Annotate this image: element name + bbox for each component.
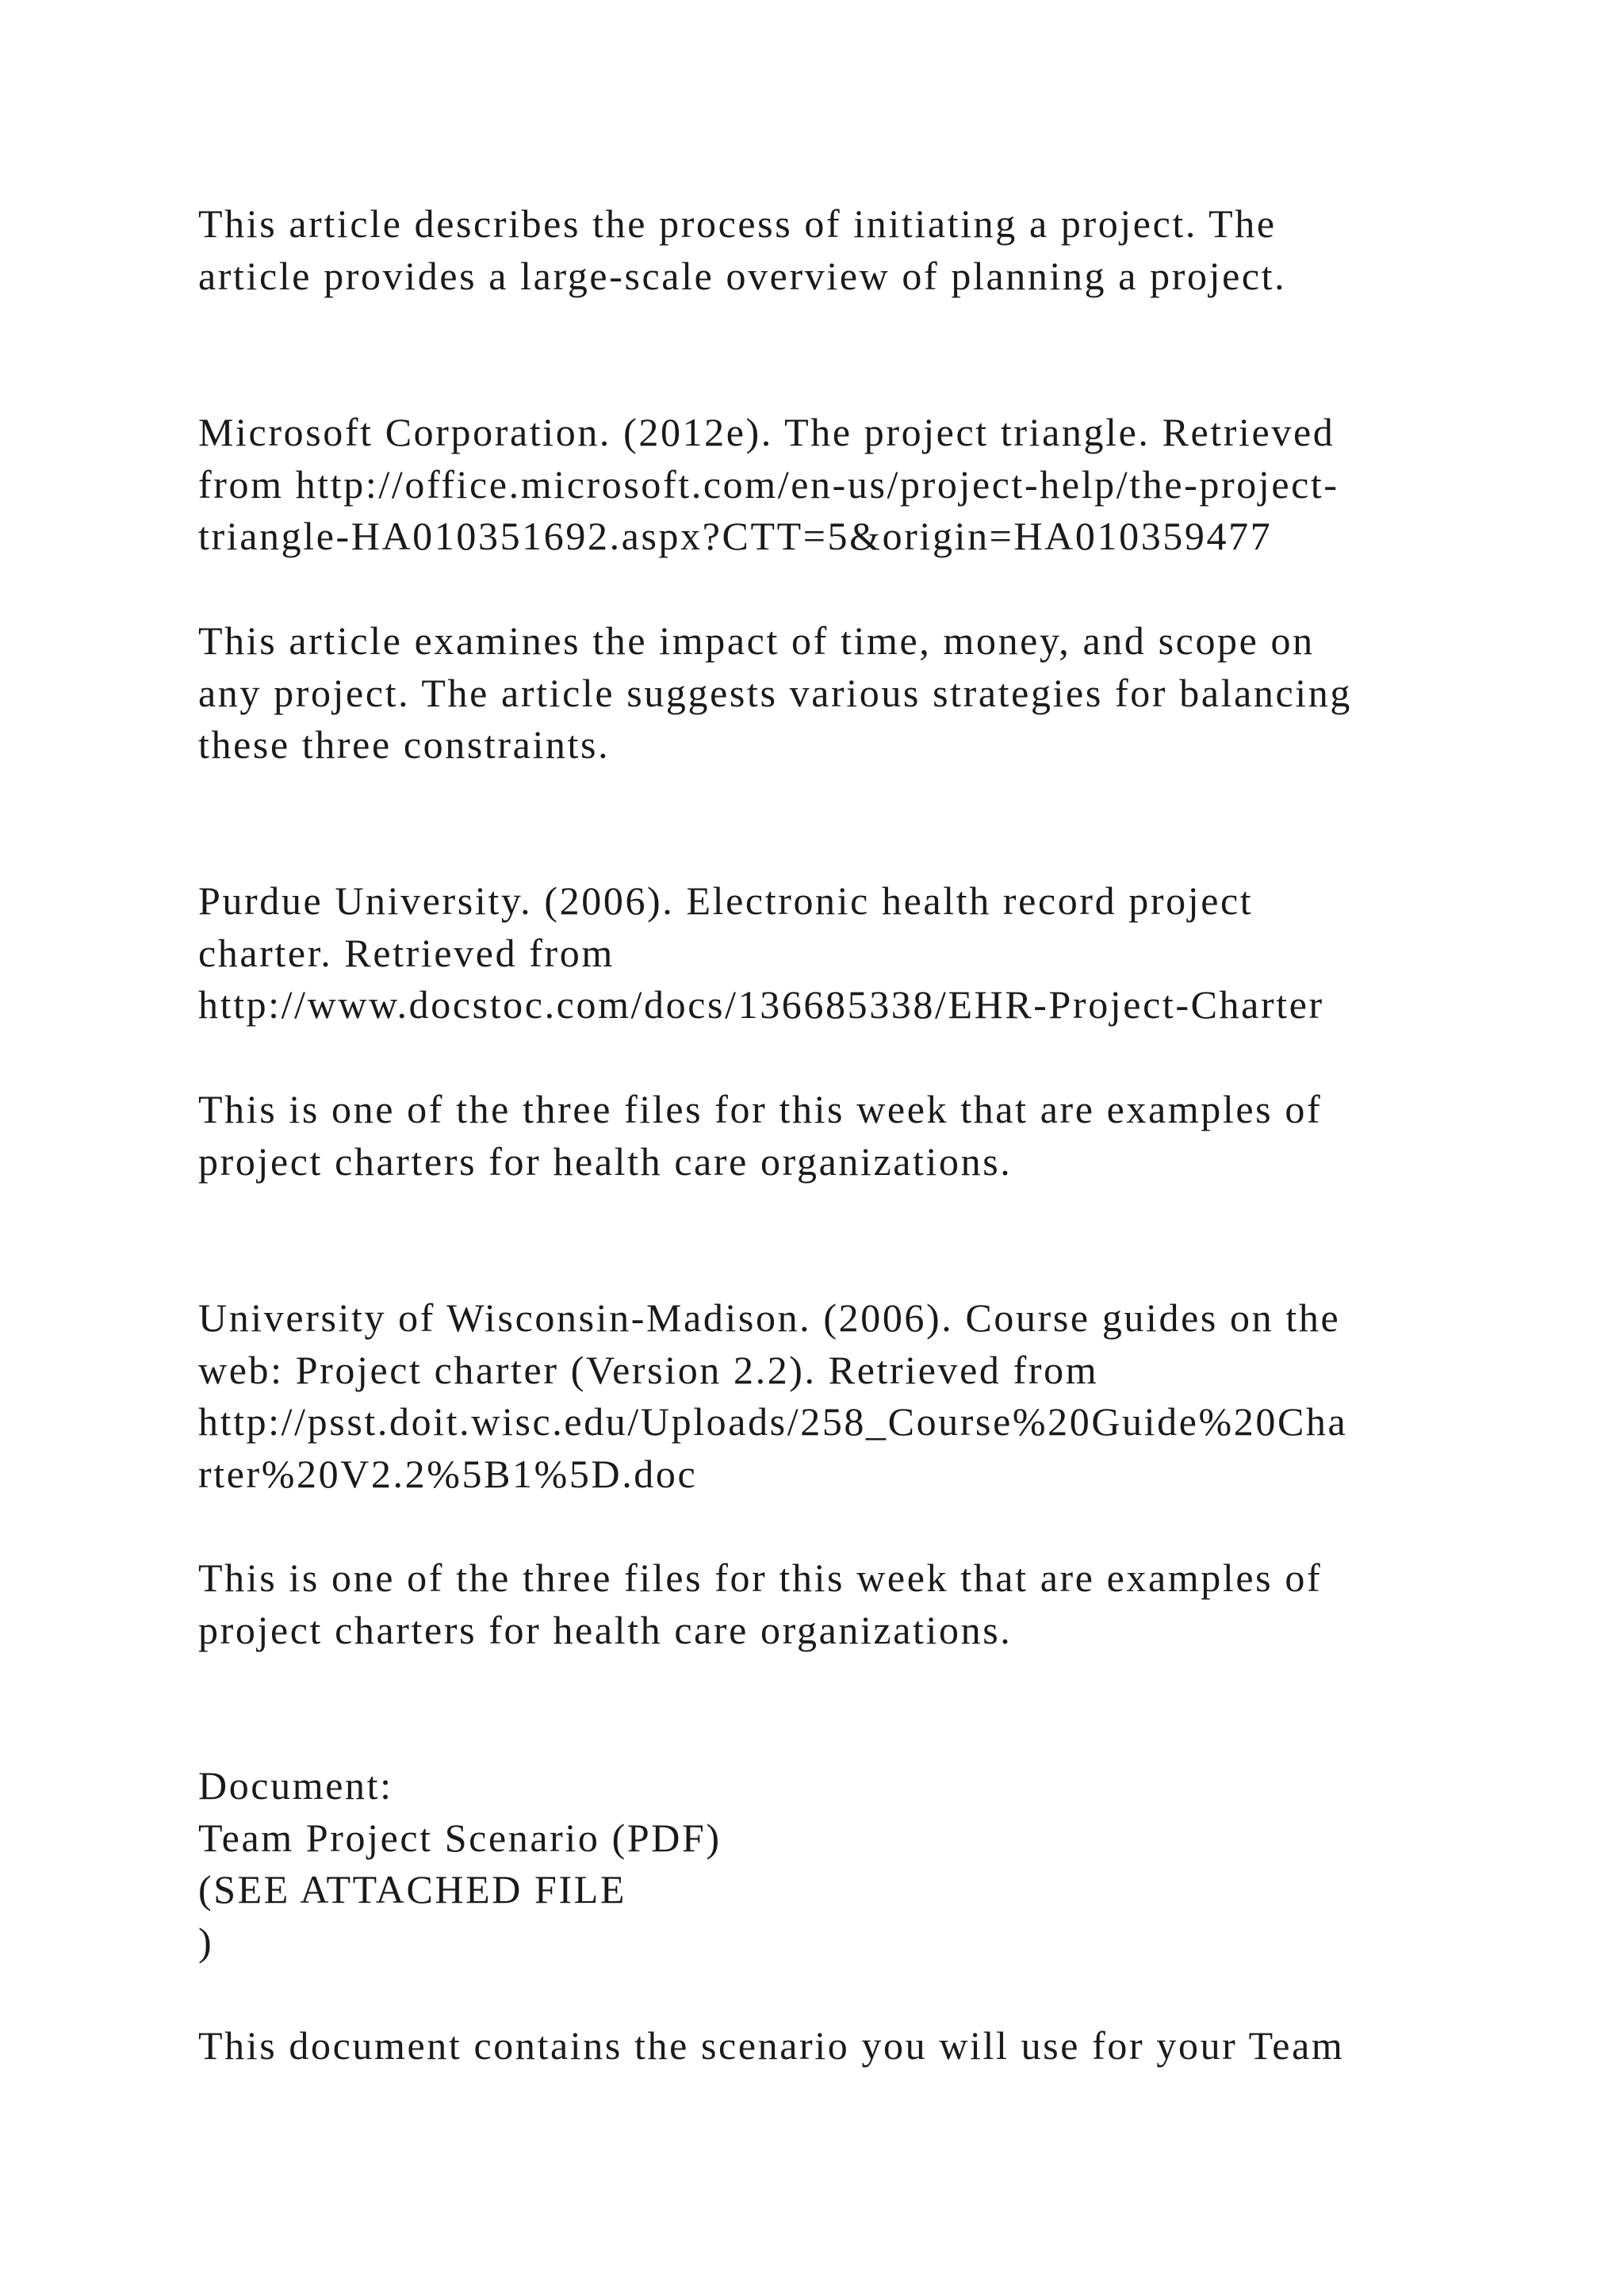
text-line: Microsoft Corporation. (2012e). The project triangle. Retrieved [198, 410, 1335, 454]
text-line: these three constraints. [198, 722, 611, 767]
text-line: Document: [198, 1763, 393, 1808]
url-text-line: triangle-HA010351692.aspx?CTT=5&origin=HA010359477 [198, 514, 1273, 558]
text-line: project charters for health care organizations. [198, 1607, 1013, 1652]
text-line: web: Project charter (Version 2.2). Retrieved from [198, 1347, 1099, 1392]
text-line: This document contains the scenario you will use for your Team [198, 2023, 1345, 2068]
url-text-line: rter%20V2.2%5B1%5D.doc [198, 1451, 698, 1496]
purdue-citation [198, 875, 1594, 1031]
text-line: any project. The article suggests various strategies for balancing [198, 670, 1352, 715]
text-line: University of Wisconsin-Madison. (2006). Course guides on the [198, 1295, 1341, 1340]
text-line: ) [198, 1919, 214, 1964]
wisconsin-citation [198, 1292, 1594, 1500]
document-attachment [198, 1760, 1594, 1968]
text-line: (SEE ATTACHED FILE [198, 1867, 626, 1911]
microsoft-citation [198, 407, 1594, 563]
scenario-annotation [198, 2020, 1594, 2072]
attachment-title: Team Project Scenario (PDF) [198, 1815, 722, 1860]
intro-annotation [198, 198, 1594, 302]
text-line: article provides a large-scale overview of planning a project. [198, 253, 1287, 298]
text-line: project charters for health care organizations. [198, 1138, 1013, 1184]
text-line: charter. Retrieved from [198, 930, 615, 975]
text-line: This article examines the impact of time, money, and scope on [198, 618, 1315, 663]
text-line: This is one of the three files for this week that are examples of [198, 1556, 1323, 1600]
url-text-line: http://www.docstoc.com/docs/136685338/EHR-Project-Charter [198, 982, 1324, 1027]
text-line: This is one of the three files for this week that are examples of [198, 1087, 1323, 1131]
text-line: Purdue University. (2006). Electronic health record project [198, 878, 1254, 923]
microsoft-annotation [198, 615, 1594, 771]
wisconsin-annotation [198, 1552, 1594, 1656]
text-line: This article describes the process of initiating a project. The [198, 201, 1277, 246]
url-text-line: http://psst.doit.wisc.edu/Uploads/258_Course%20Guide%20Cha [198, 1399, 1348, 1444]
url-text-line: from http://office.microsoft.com/en-us/project-help/the-project- [198, 461, 1339, 507]
purdue-annotation [198, 1084, 1594, 1188]
